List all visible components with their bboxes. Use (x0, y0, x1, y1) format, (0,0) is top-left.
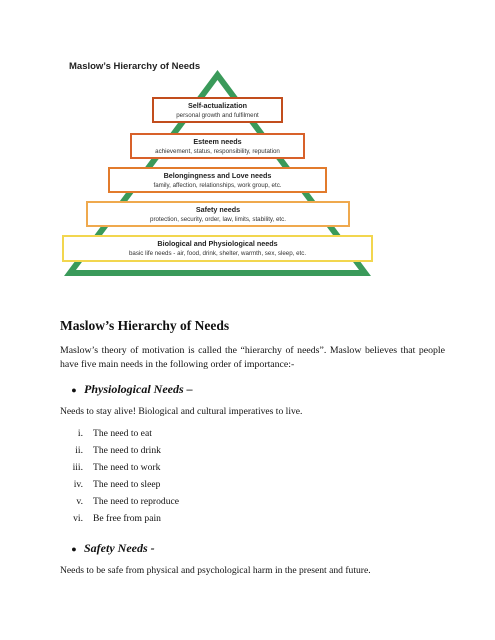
list-item: v. The need to reproduce (76, 496, 180, 507)
level-title: Esteem needs (193, 137, 242, 146)
document-body (60, 318, 445, 584)
bullet-dot-icon: ● (71, 543, 77, 554)
list-item: vi. Be free from pain (73, 513, 161, 524)
section-heading: Maslow’s Hierarchy of Needs (60, 318, 230, 333)
level-safety (86, 201, 350, 227)
figure-title: Maslow’s Hierarchy of Needs (69, 61, 201, 72)
bullet-title: Safety Needs - (84, 541, 155, 555)
level-physiological (62, 235, 373, 262)
level-esteem (130, 133, 305, 159)
level-desc: protection, security, order, law, limits, stability, etc. (150, 216, 286, 223)
list-item: ii. The need to drink (75, 445, 161, 456)
level-desc: achievement, status, responsibility, reputation (155, 148, 280, 155)
bullet-title: Physiological Needs – (84, 382, 193, 396)
bullet-dot-icon: ● (71, 384, 77, 395)
level-desc: family, affection, relationships, work group, etc. (153, 182, 282, 189)
intro-paragraph: Maslow’s theory of motivation is called the “hierarchy of needs”. Maslow believes that people have five main needs in the following order of importance:- (60, 345, 445, 370)
list-item: iii. The need to work (72, 462, 161, 473)
list-item: iv. The need to sleep (73, 479, 161, 490)
safety-text: Needs to be safe from physical and psychological harm in the present and future. (60, 565, 371, 576)
list-item: i. The need to eat (77, 428, 152, 439)
bullet-physiological (60, 382, 445, 397)
level-desc: personal growth and fulfilment (176, 112, 259, 119)
level-self-actualization (152, 97, 283, 123)
level-title: Biological and Physiological needs (157, 239, 278, 248)
bullet-safety (60, 541, 445, 556)
level-desc: basic life needs - air, food, drink, shelter, warmth, sex, sleep, etc. (128, 250, 307, 257)
level-title: Self-actualization (187, 101, 248, 110)
level-title: Belongingness and Love needs (163, 171, 272, 180)
physiological-text: Needs to stay alive! Biological and cultural imperatives to live. (60, 406, 303, 417)
physiological-list (60, 425, 445, 527)
level-belongingness (108, 167, 327, 193)
level-title: Safety needs (195, 205, 241, 214)
maslow-pyramid-figure (55, 55, 380, 280)
